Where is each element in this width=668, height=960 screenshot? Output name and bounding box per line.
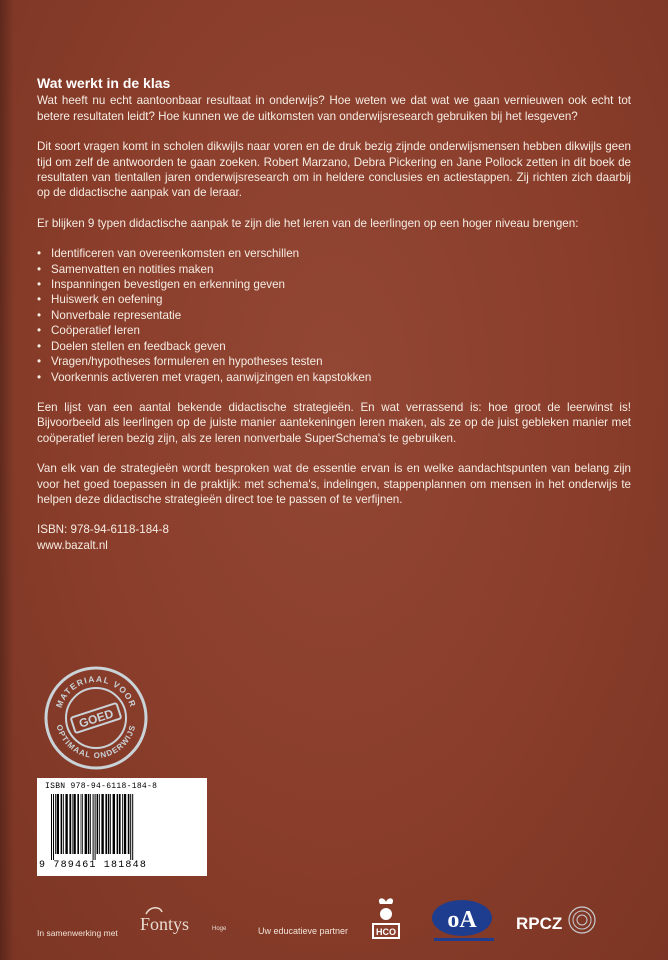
stamp-center-text: GOED bbox=[77, 706, 116, 731]
rpcz-text: RPCZ bbox=[516, 914, 563, 933]
quality-stamp-icon bbox=[43, 665, 149, 771]
barcode-label bbox=[37, 778, 207, 876]
partner-logos-bar bbox=[0, 888, 668, 948]
results-paragraph: Een lijst van een aantal bekende didactische strategieën. En wat verrassend is: hoe groot de leerwinst is! Bijvoorbeeld als leerlingen op de juiste manier aantekeningen leren maken, als ze op de juist gebleken manier met coöperatief leren bezig zijn, als ze leren nonverbale SuperSchema's te gebruiken. bbox=[37, 400, 631, 445]
blurb-text bbox=[37, 76, 631, 553]
list-item: • Inspanningen bevestigen en erkenning geven bbox=[37, 277, 631, 292]
barcode-isbn-text: ISBN 978-94-6118-184-8 bbox=[45, 782, 158, 791]
hco-logo-icon bbox=[368, 896, 404, 944]
list-intro: Er blijken 9 typen didactische aanpak te zijn die het leren van de leerlingen op een hoger niveau brengen: bbox=[37, 216, 579, 230]
collaboration-label: In samenwerking met bbox=[37, 928, 118, 938]
back-cover-title: Wat werkt in de klas bbox=[37, 75, 171, 91]
website-text: www.bazalt.nl bbox=[37, 538, 108, 552]
oa-text: oA bbox=[447, 907, 477, 933]
list-item: • Identificeren van overeenkomsten en verschillen bbox=[37, 246, 631, 261]
oa-logo-icon bbox=[430, 898, 500, 944]
educational-partner-label: Uw educatieve partner bbox=[258, 926, 349, 936]
fontys-logo-icon bbox=[138, 904, 238, 936]
list-item: • Nonverbale representatie bbox=[37, 308, 631, 323]
rpcz-logo-icon bbox=[516, 904, 600, 944]
list-item: • Vragen/hypotheses formuleren en hypotheses testen bbox=[37, 354, 631, 369]
fontys-name: Fontys bbox=[140, 914, 190, 934]
spine-shadow bbox=[0, 0, 14, 960]
approach-paragraph: Van elk van de strategieën wordt besproken wat de essentie ervan is en welke aandachtspunten van belang zijn voor het goed toepassen in de praktijk: met schema's, indelingen, stappenplannen om mensen in het onderwijs te helpen deze didactische strategieën direct toe te passen of te verfijnen. bbox=[37, 462, 631, 506]
list-item: • Huiswerk en oefening bbox=[37, 292, 631, 307]
context-paragraph: Dit soort vragen komt in scholen dikwijls naar voren en de druk bezig zijnde onderwijsmensen hebben dikwijls geen tijd om zelf de antwoorden te gaan zoeken. Robert Marzano, Debra Pickering en Jane Pollock zetten in dit boek de resultaten van tientallen jaren onderwijsresearch om in heldere conclusies en actiestappen. Zij richten zich daarbij op de didactische aanpak van de leraar. bbox=[37, 140, 631, 200]
stamp-bottom-text: OPTIMAAL ONDERWIJS bbox=[54, 723, 138, 761]
barcode-digits: 9 789461 181848 bbox=[39, 860, 148, 871]
fontys-subtitle: Hoge bbox=[212, 926, 227, 932]
list-item: • Voorkennis activeren met vragen, aanwijzingen en kapstokken bbox=[37, 370, 631, 385]
strategy-list bbox=[37, 246, 631, 385]
hco-text: HCO bbox=[376, 927, 396, 937]
list-item: • Coöperatief leren bbox=[37, 323, 631, 338]
isbn-text: ISBN: 978-94-6118-184-8 bbox=[37, 523, 169, 537]
intro-paragraph: Wat heeft nu echt aantoonbaar resultaat in onderwijs? Hoe weten we dat wat we gaan vernieuwen ook echt tot betere resultaten leidt? Hoe kunnen we de uitkomsten van onderwijsresearch gebruiken bij het lesgeven? bbox=[37, 94, 631, 123]
barcode-icon bbox=[49, 794, 199, 860]
stamp-top-text: MATERIAAL VOOR bbox=[53, 673, 139, 710]
publication-info bbox=[37, 522, 631, 553]
list-item: • Doelen stellen en feedback geven bbox=[37, 339, 631, 354]
list-item: • Samenvatten en notities maken bbox=[37, 262, 631, 277]
